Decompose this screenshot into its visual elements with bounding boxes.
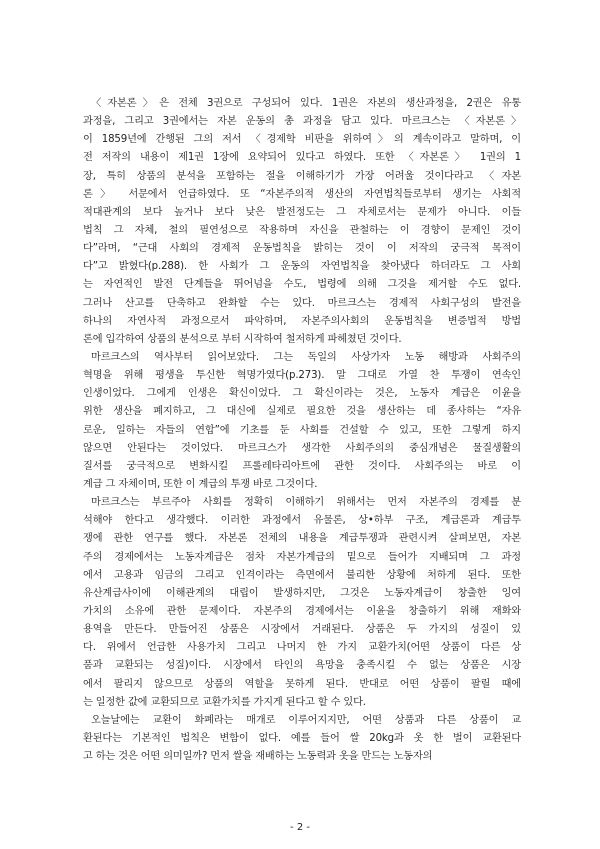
text-line: 〈자본론〉은 전체 3권으로 구성되어 있다. 1권은 자본의 생산과정을, 2권은 유통 (91, 98, 521, 109)
text-line: 마르크스의 역사부터 읽어보았다. 그는 독일의 사상가자 노동 해방과 사회주의 (91, 351, 521, 363)
paragraph (83, 494, 521, 712)
text-line: 마르크스는 부르주아 사회를 정확히 이해하기 위해서는 먼저 자본주의 경제를 분 (91, 497, 521, 509)
text-line: 쟁에 관한 연구를 했다. 자본론 전체의 내용을 계급투쟁과 관련시켜 살펴보면, 자본 (83, 533, 521, 545)
text-line: 로운, 일하는 자들의 연합”에 기초를 둔 사회를 건설할 수 있고, 또한 그렇게 하지 (83, 424, 521, 436)
text-line: 과정을, 그리고 3권에서는 자본 운동의 총 과정을 담고 있다. 마르크스는 〈자본론〉 (83, 116, 521, 128)
page-number: - 2 - (290, 822, 310, 833)
paragraph (83, 349, 521, 494)
text-line: 오늘날에는 교환이 화폐라는 매개로 이루어지지만, 어떤 상품과 다른 상품이 교 (91, 714, 521, 726)
text-line: 혁명을 위해 평생을 투신한 혁명가였다(p.273). 말 그대로 가열 찬 투쟁이 연속인 (83, 370, 521, 382)
text-line: 는 일정한 값에 교환되므로 교환가치를 가지게 된다고 할 수 있다. (83, 696, 366, 708)
text-line: 다. 위에서 언급한 사용가치 그리고 나머지 한 가지 교환가치(어떤 상품이 다른 상 (83, 642, 521, 654)
text-line: 위한 생산을 폐지하고, 그 대신에 실제로 필요한 것을 생산하는 데 종사하는 “자유 (83, 406, 521, 418)
text-line: 는 자연적인 발전 단계들을 뛰어넘을 수도, 법령에 의해 그것을 제거할 수도 없다. (83, 279, 521, 291)
text-line: 론에 입각하여 상품의 분석으로 부터 시작하여 철저하게 파헤쳤던 것이다. (83, 333, 402, 345)
text-line: 용역을 만든다. 만들어진 상품은 시장에서 거래된다. 상품은 두 가지의 성질이 있 (83, 624, 521, 636)
text-line: 주의 경제에서는 노동자계급은 점차 자본가계급의 밑으로 들어가 지배되며 그 과정 (83, 551, 521, 563)
paragraph (83, 712, 521, 766)
text-line: 이 1859년에 간행된 그의 저서 〈경제학 비판을 위하여〉의 계속이라고 말하며, 이 (83, 134, 521, 146)
body-text (83, 95, 521, 766)
paragraph (83, 95, 521, 349)
text-line: 인생이었다. 그에게 인생은 확신이었다. 그 확신이라는 것은, 노동자 계급은 이윤을 (83, 388, 521, 400)
text-line: 않으면 안된다는 것이었다. 마르크스가 생각한 사회주의의 중심개념은 물질생활의 (83, 442, 521, 454)
text-line: 유산계급사이에 이해관계의 대립이 발생하지만, 그것은 노동자계급이 창출한 잉여 (83, 587, 521, 599)
text-line: 계급 그 자체이며, 또한 이 계급의 투쟁 바로 그것이다. (83, 478, 318, 490)
text-line: 가치의 소유에 관한 문제이다. 자본주의 경제에서는 이윤을 창출하기 위해 재화와 (83, 605, 521, 617)
text-line: 다”라며, “근대 사회의 경제적 운동법칙을 밝히는 것이 이 저작의 궁극적 목적이 (83, 243, 521, 255)
text-line: 법칙 그 자체, 철의 필연성으로 작용하며 자신을 관철하는 이 경향이 문제인 것이 (83, 224, 521, 236)
text-line: 다”고 밝혔다(p.288). 한 사회가 그 운동의 자연법칙을 찾아냈다 하더라도 그 사회 (83, 261, 521, 273)
text-line: 론〉 서문에서 언급하였다. 또 “자본주의적 생산의 자연법칙들로부터 생기는 사회적 (83, 188, 521, 200)
text-line: 품과 교환되는 성질)이다. 시장에서 타인의 욕망을 충족시킬 수 없는 상품은 시장 (83, 660, 521, 672)
text-line: 전 저작의 내용이 제1권 1장에 요약되어 있다고 하였다. 또한 〈자본론〉 1권의 1 (83, 152, 521, 164)
text-line: 장, 특히 상품의 분석을 포함하는 절을 이해하기가 가장 어려울 것이다라고 〈자본 (83, 170, 521, 182)
text-line: 하나의 자연사적 과정으로서 파악하며, 자본주의사회의 운동법칙을 변증법적 방법 (83, 315, 521, 327)
text-line: 적대관계의 보다 높거나 보다 낮은 발전정도는 그 자체로서는 문제가 아니다. 이들 (83, 206, 521, 218)
text-line: 질서를 궁극적으로 변화시킬 프롤레타리아트에 관한 것이다. 사회주의는 바로 이 (83, 460, 521, 472)
text-line: 석해야 한다고 생각했다. 이러한 과정에서 유물론, 상•하부 구조, 계급론과 계급투 (83, 515, 521, 527)
text-line: 그러나 산고를 단축하고 완화할 수는 있다. 마르크스는 경제적 사회구성의 발전을 (83, 297, 521, 309)
text-line: 에서 팔리지 않으므로 상품의 역할을 못하게 된다. 반대로 어떤 상품이 팔릴 때에 (83, 678, 521, 690)
text-line: 환된다는 기본적인 법칙은 변함이 없다. 예를 들어 쌀 20kg과 옷 한 벌이 교환된다 (83, 732, 521, 744)
text-line: 고 하는 것은 어떤 의미일까? 먼저 쌀을 재배하는 노동력과 옷을 만드는 노동자의 (83, 751, 433, 763)
text-line: 에서 고용과 임금의 그리고 인격이라는 측면에서 불리한 상황에 처하게 된다. 또한 (83, 569, 521, 581)
